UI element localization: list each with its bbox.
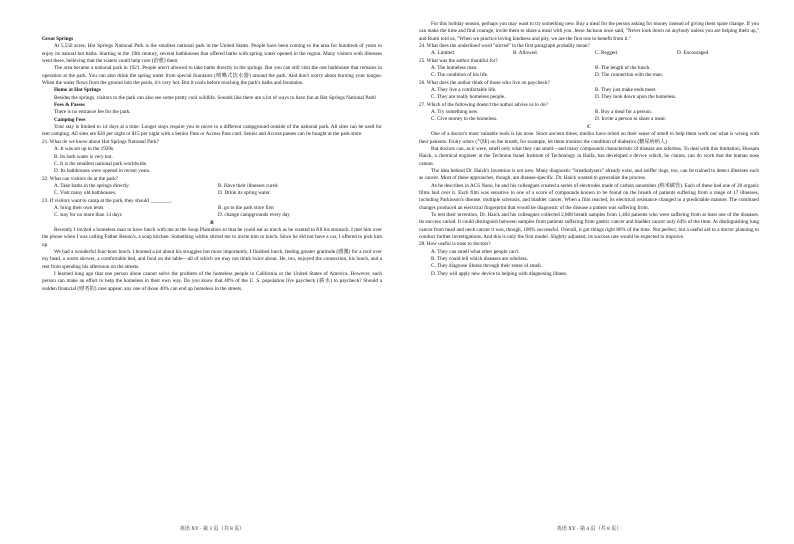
option: D. change campgrounds every day [218,212,290,219]
paragraph: I learned long ago that one person alone cannot solve the problem of the homeless people in California or the United States of America. However, each person can make an effort to help the homeless in their own way. Do you know that 40% of the U. S. population live paycheck (薪水) to paycheck? Should a sudden financial (财务的) case appear, any one of those 40% can end up homeless in the streets. [42,271,382,292]
option: D. Invite a person to share a meal. [595,116,667,123]
passage-title: Great Springs [42,36,74,42]
question-25: 25. What was the author thankful for? [419,57,498,64]
option: D. Drink its spring water. [218,190,271,197]
option: D. Encouraged. [677,50,710,57]
option: B. The length of the lunch. [595,65,651,72]
right-column [419,0,759,278]
question-22: 22. What can visitors do at the park? [42,175,118,182]
question-23: 23. If visitors want to camp at the park, they should ________. [42,197,173,204]
option: C. They diagnose illness through their sense of smell. [431,263,543,270]
option: C. Give money to the homeless. [431,116,498,123]
paragraph: For this holiday season, perhaps you may want to try something new. Buy a meal for the person asking for money instead of giving them spare change. If you can make the time and find courage, invite them to share a meal with you. Jesse Jackson once said, "Never look down on anybody unless you are helping them up," and Rumi told us, "When we practice loving kindness and pity, we are the first one to benefit from it." [419,21,759,42]
paragraph: As he describes in ACS Nano, he and his colleagues created a series of electrodes made of carbon nanotubes (纳米碳管). Each of these had one of 20 organic films laid over it. Each film was sensitive to one of a score of compounds known to be found on the breath of patients suffering from a range of 17 illnesses, including Parkinson's disease, multiple sclerosis, and bladder cancer. When a film reacted, its electrical resistance changed in a predictable manner. The combined changes produced an electrical fingerprint that would be diagnostic of the disease a patient was suffering from. [419,182,759,211]
option: D. Its bathhouses were opened in recent years. [54,168,151,175]
paragraph: The idea behind Dr. Haick's invention is not new. Many diagnostic "breathalysers" already exist, and sniffer dogs, too, can be trained to detect illnesses such as cancer. Most of these approaches, though, are disease-specific. Dr. Haick wanted to generalize the process. [419,167,759,182]
section-label: B [210,219,214,226]
page-footer: 英语 XY · 第 4 页（共 8 页） [556,526,622,532]
option: B. They just make ends meet. [595,87,657,94]
option-row [419,109,759,116]
option: D. The connection with the man. [595,72,664,79]
paragraph: To test their invention, Dr. Haick and his colleagues collected 2,808 breath samples from 1,404 patients who were suffering from at least one of the diseases. Its success varied. It could distinguish between samples from patients suffering from gastric cancer and bladder cancer only 64% of the time. At distinguishing lung cancer from head and neck cancer it was, though, 100% successful. Overall, it got things right 86% of the time. Not perfect, but a useful aid to a doctor planning to conduct further investigations. And this is only the first model. Slightly adjusted, its success rate would be expected to improve. [419,211,759,240]
option-row [419,50,759,57]
option: B. Buy a meal for a person. [595,109,653,116]
option: B. Have their illnesses cured. [218,182,279,189]
option-row [419,87,759,94]
option: A. It was set up in the 1920s. [54,146,115,153]
question-26: 26. What does the author think of those who live on paycheck? [419,79,550,86]
section-heading: Fees & Passes [54,102,85,109]
question-28: 28. How useful is nose to doctors? [419,241,491,248]
option: A. They live a comfortable life. [431,87,497,94]
question-24: 24. What does the underlined word "stirred" in the first paragraph probably mean? [419,43,590,50]
paragraph: The area became a national park in 1921. People aren't allowed to take baths directly in the springs. But you can still visit the one bathhouse that remains in operation at the park. You can also drink the spring water from special fountains (喷嘴式饮水器) around the park. And don't worry about burning your tongue. When the water flows from the ground into the pools, it's very hot. But it cools before reaching the park's baths and fountains. [42,65,382,87]
paragraph: Besides the springs, visitors to the park can also see some pretty cool wildlife. Sounds like there are a lot of ways to have fun at Hot Springs National Park! [54,94,377,101]
paragraph: Recently I invited a homeless man to have lunch with me at the Soup Plantation so that he could eat as much as he wanted to fill his stomach. I met him over the phone when I was calling Father Benno's, a soup kitchen. Something within stirred me to invite him to lunch. Since he did not have a car, I offered to pick him up. [42,226,382,248]
paragraph: One of a doctor's most valuable tools is his nose. Since ancient times, medics have relied on their sense of smell to help them work out what is wrong with their patients. Fruity odors (气味) on the breath, for example, let them monitor the condition of diabetics (糖尿病病人). [419,131,759,145]
option-row [419,116,759,123]
option: B. They could tell which diseases are odorless. [431,256,529,262]
option: A. bring their own tents [54,204,104,211]
option: D. They will apply new device to helping with diagnosing illness. [431,270,568,277]
option-row [419,72,759,79]
option: C. They are really homeless people. [431,94,506,101]
option: C. The condition of his life. [431,72,489,79]
option: A. Take baths in the springs directly. [54,182,130,189]
paragraph: Your stay is limited to 14 days at a time. Longer stays require you to move to a different campground outside of the national park. All sites can be used for tent camping. All sites are $30 per night or $15 per night with a Senior Pass or Access Pass card. Senior and Access passes can be bought at the park store. [42,124,382,138]
paragraph: We had a wonderful four-hour lunch. I learned a lot about his struggles but more importantly, I finished lunch, feeling greater gratitude (感激) for a roof over my head, a warm shower, a comfortable bed, and food on the table—all of which we may not think twice about. He, too, enjoyed the connection, his lunch, and a rest from spending his afternoon on the streets. [42,248,382,270]
paragraph: But doctors can, as it were, smell only what they can smell—and many compounds characteristic of disease are odorless. To deal with this limitation, Hossam Haick, a chemical engineer at the Technion Israel Institute of Technology in Haifa, has developed a device which, he claims, can do work that the human nose cannot. [419,145,759,167]
left-column [42,0,382,293]
page-footer: 英语 XY · 第 3 页（共 8 页） [179,526,245,532]
option: A. Try something new. [431,109,479,116]
option: C. Visit many old bathhouses. [54,190,117,197]
option: B. Allowed. [513,50,538,57]
option-row [419,94,759,101]
option: C. stay for no more than 14 days [54,212,122,219]
option: C. It is the smallest national park worldwide. [54,160,148,167]
section-heading: Home at Hot Springs [54,87,101,94]
paragraph: There is no entrance fee for the park. [54,109,131,116]
option: A. They can smell what other people can't. [431,248,520,255]
section-label: C [587,123,591,130]
option: A. The homeless man. [431,65,478,72]
option-row [42,212,382,219]
option: A. Limited. [431,50,456,57]
question-21: 21. What do we know about Hot Springs National Park? [42,138,159,145]
paragraph: At 5,550 acres, Hot Springs National Park is the smallest national park in the United States. People have been coming to the area for hundreds of years to enjoy its natural hot baths. Starting in the 19th century, several bathhouses that offered baths with spring water opened in the region. Many visitors with illnesses went there, believing that the waters could help cure (治愈) them. [42,43,382,65]
option: B. go to the park store first [218,204,274,211]
question-27: 27. Which of the following doesn't the author advise us to do? [419,101,548,108]
option: B. Its bath water is very hot. [54,153,113,160]
option: D. They look down upon the homeless. [595,94,677,101]
option-row [42,183,382,190]
option: C. Begged. [595,50,619,57]
option-row [42,190,382,197]
section-heading: Camping Fees [54,116,86,123]
